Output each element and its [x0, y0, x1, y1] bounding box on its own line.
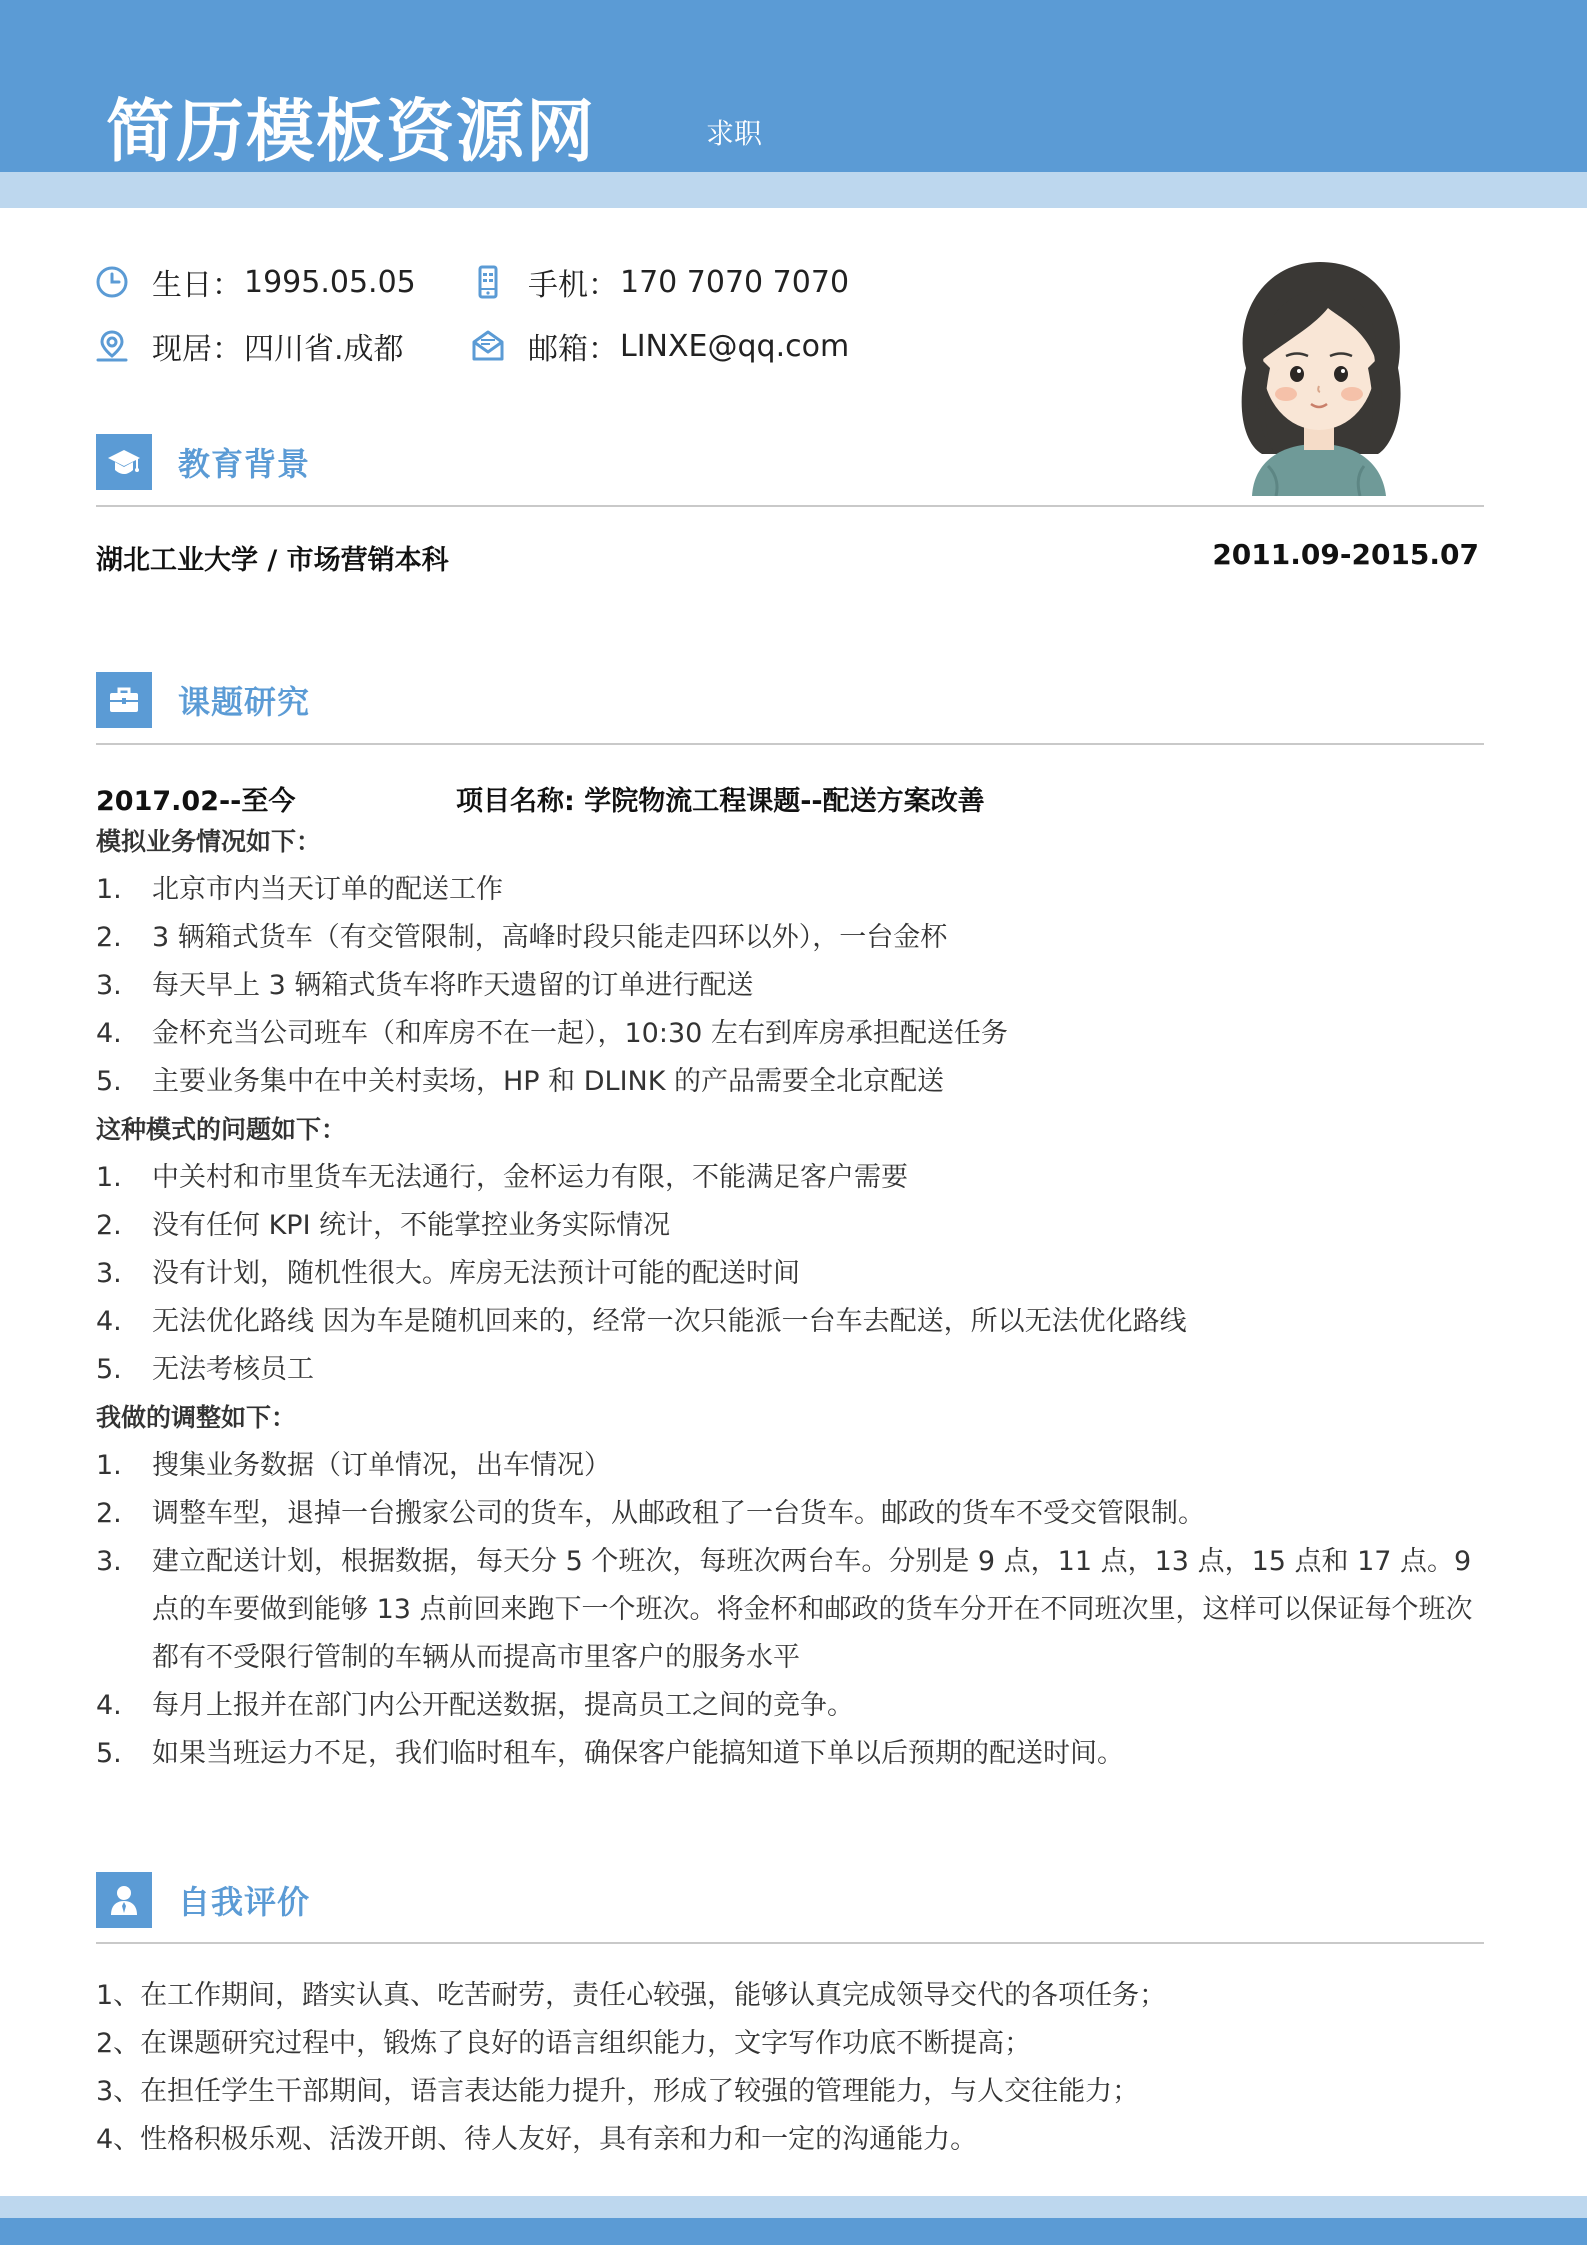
brand-title: 简历模板资源网: [106, 93, 597, 172]
location-label: 现居：: [152, 332, 242, 367]
job-tag: 求职: [706, 117, 763, 150]
research-content: [96, 778, 1496, 1778]
email-label: 邮箱：: [528, 332, 618, 367]
list-item: 4、性格积极乐观、活泼开朗、待人友好，具有亲和力和一定的沟通能力。: [96, 2124, 978, 2155]
list-item: 2、在课题研究过程中，锻炼了良好的语言组织能力，文字写作功底不断提高；: [96, 2028, 1032, 2059]
birthday-item: [94, 260, 416, 304]
header-stripe: [0, 172, 1587, 208]
phone-icon: [470, 264, 506, 300]
research-title: 课题研究: [178, 683, 311, 721]
list-item: 1、在工作期间，踏实认真、吃苦耐劳，责任心较强，能够认真完成领导交代的各项任务；: [96, 1980, 1167, 2011]
group-list: [96, 866, 1496, 1106]
list-item: 5. 如果当班运力不足，我们临时租车，确保客户能搞知道下单以后预期的配送时间。: [96, 1738, 1124, 1769]
research-project: 项目名称: 学院物流工程课题--配送方案改善: [456, 785, 985, 817]
self-eval-list: [96, 1972, 1496, 2164]
list-item: 2. 3 辆箱式货车（有交管限制，高峰时段只能走四环以外），一台金杯: [96, 922, 948, 953]
group-heading: 这种模式的问题如下：: [96, 1115, 347, 1144]
envelope-icon: [470, 328, 506, 364]
research-divider: [96, 743, 1484, 745]
briefcase-icon: [96, 672, 152, 728]
footer-band: [0, 2218, 1587, 2245]
birthday-label: 生日：: [152, 268, 242, 303]
research-date: 2017.02--至今: [96, 785, 296, 817]
list-item: 2. 调整车型，退掉一台搬家公司的货车，从邮政租了一台货车。邮政的货车不受交管限制。: [96, 1498, 1205, 1529]
research-header-row: [96, 778, 1496, 818]
group-list: [96, 1154, 1496, 1394]
birthday-value: 1995.05.05: [244, 264, 416, 300]
list-item: 1. 北京市内当天订单的配送工作: [96, 874, 503, 905]
list-item: 1. 中关村和市里货车无法通行，金杯运力有限，不能满足客户需要: [96, 1162, 908, 1193]
list-item: 1. 搜集业务数据（订单情况，出车情况）: [96, 1450, 611, 1481]
group-heading: 模拟业务情况如下：: [96, 827, 322, 856]
list-item: 4. 无法优化路线 因为车是随机回来的，经常一次只能派一台车去配送，所以无法优化路线: [96, 1306, 1187, 1337]
phone-value: 170 7070 7070: [620, 264, 850, 300]
phone-label: 手机：: [528, 268, 618, 303]
email-item: [470, 324, 849, 368]
education-date: 2011.09-2015.07: [1212, 538, 1479, 571]
list-item: 5. 无法考核员工: [96, 1354, 314, 1385]
list-item: 2. 没有任何 KPI 统计，不能掌控业务实际情况: [96, 1210, 671, 1241]
list-item: 4. 金杯充当公司班车（和库房不在一起），10:30 左右到库房承担配送任务: [96, 1018, 1008, 1049]
list-item: 3. 每天早上 3 辆箱式货车将昨天遗留的订单进行配送: [96, 970, 754, 1001]
email-value: LINXE@qq.com: [620, 328, 850, 364]
group-list: [96, 1442, 1496, 1778]
self-eval-section-header: [96, 1872, 310, 1928]
education-title: 教育背景: [178, 445, 311, 483]
research-section-header: [96, 672, 310, 728]
clock-icon: [94, 264, 130, 300]
list-item: 5. 主要业务集中在中关村卖场，HP 和 DLINK 的产品需要全北京配送: [96, 1066, 945, 1097]
location-item: [94, 324, 404, 368]
list-item: 3. 没有计划，随机性很大。库房无法预计可能的配送时间: [96, 1258, 800, 1289]
graduation-cap-icon: [96, 434, 152, 490]
list-item: 3、在担任学生干部期间，语言表达能力提升，形成了较强的管理能力，与人交往能力；: [96, 2076, 1140, 2107]
group-heading: 我做的调整如下：: [96, 1403, 297, 1432]
location-value: 四川省.成都: [244, 332, 404, 367]
education-school: 湖北工业大学 / 市场营销本科: [96, 545, 449, 576]
avatar: [1218, 248, 1418, 496]
footer-stripe: [0, 2196, 1587, 2218]
education-section-header: [96, 434, 310, 490]
location-pin-icon: [94, 328, 130, 364]
list-item: 3. 建立配送计划，根据数据，每天分 5 个班次，每班次两台车。分别是 9 点，11 点，13 点，15 点和 17 点。9 点的车要做到能够 13 点前回来跑下一个班次。将金杯和邮政的货车分开在不同班次里，这样可以保证每个班次都有不受限行管制的车辆从而提高市里客户的服务水平: [96, 1546, 1473, 1673]
self-eval-title: 自我评价: [178, 1883, 311, 1921]
person-icon: [96, 1872, 152, 1928]
self-eval-divider: [96, 1942, 1484, 1944]
phone-item: [470, 260, 849, 304]
list-item: 4. 每月上报并在部门内公开配送数据，提高员工之间的竞争。: [96, 1690, 854, 1721]
education-divider: [96, 505, 1484, 507]
